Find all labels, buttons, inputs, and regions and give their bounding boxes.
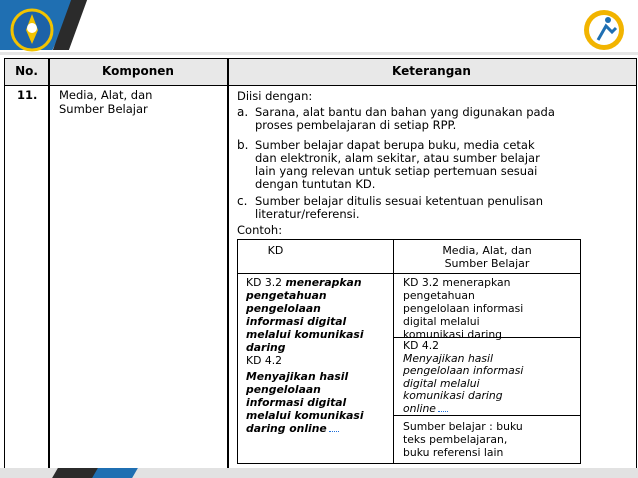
- example-header-divider: [238, 273, 580, 274]
- media-kd42-text: pengelolaan informasi: [403, 364, 524, 377]
- media-kd32-text: pengelolaan informasi: [403, 302, 524, 315]
- kd42-text: pengelolaan: [246, 383, 321, 396]
- header-divider: [0, 52, 638, 55]
- header-keterangan: Keterangan: [392, 64, 471, 78]
- media-kd42-text: Menyajikan hasil: [403, 351, 494, 365]
- media-kd42-text: komunikasi daring: [403, 389, 503, 402]
- komponen-table: [4, 58, 637, 470]
- slide-header: [0, 0, 638, 58]
- list-marker: a.: [237, 105, 249, 119]
- komponen-line-2: Sumber Belajar: [59, 102, 148, 116]
- kd32-prefix: KD 3.2: [246, 276, 282, 289]
- media-kd32-text: KD 3.2 menerapkan: [403, 276, 511, 289]
- media-kd42-label: KD 4.2: [403, 339, 439, 352]
- header-komponen: Komponen: [102, 64, 174, 78]
- spellcheck-underline: [438, 407, 448, 412]
- example-table: [237, 239, 581, 464]
- example-left-cell: [246, 276, 391, 435]
- footer-blue-accent: [92, 468, 138, 478]
- example-header-kd: KD: [267, 244, 284, 257]
- list-item-a: [237, 106, 627, 134]
- example-header-media-2: Sumber Belajar: [444, 257, 530, 270]
- list-marker: c.: [237, 194, 248, 208]
- column-divider: [227, 59, 229, 469]
- column-divider: [48, 59, 50, 469]
- kd32-text: informasi digital: [246, 315, 347, 328]
- kd32-text: menerapkan: [285, 276, 362, 289]
- kd42-text: daring online: [246, 422, 327, 435]
- sumber-text: Sumber belajar : buku: [403, 420, 523, 433]
- item-line: dan elektronik, alam sekitar, atau sumber belajar: [255, 151, 540, 165]
- example-row-divider: [393, 415, 580, 416]
- list-item-b: [237, 139, 627, 193]
- kd42-text: melalui komunikasi: [246, 409, 364, 422]
- kd42-text: Menyajikan hasil: [246, 370, 349, 383]
- media-kd32-text: digital melalui: [403, 315, 480, 328]
- row-number: 11.: [17, 88, 38, 102]
- example-right-cell-kd42: [403, 340, 578, 415]
- kd42-text: informasi digital: [246, 396, 347, 409]
- kd42-label: KD 4.2: [246, 354, 282, 367]
- media-kd42-text: digital melalui: [403, 376, 480, 390]
- kd32-text: pengetahuan: [246, 289, 327, 302]
- header-no: No.: [15, 64, 38, 78]
- item-line: Sumber belajar ditulis sesuai ketentuan penulisan: [255, 194, 544, 208]
- example-right-cell-kd32: [403, 276, 578, 341]
- sumber-text: teks pembelajaran,: [403, 433, 508, 446]
- media-kd42-text: online: [403, 401, 436, 415]
- item-line: proses pembelajaran di setiap RPP.: [255, 118, 457, 132]
- sumber-text: buku referensi lain: [403, 446, 504, 459]
- item-line: literatur/referensi.: [255, 207, 360, 221]
- intro-text: Diisi dengan:: [237, 89, 313, 103]
- example-header-media-1: Media, Alat, dan: [442, 244, 532, 257]
- list-marker: b.: [237, 138, 249, 152]
- spellcheck-underline: [329, 427, 339, 432]
- kd32-text: daring: [246, 341, 286, 354]
- contoh-label: Contoh:: [237, 223, 283, 237]
- kd32-text: melalui komunikasi: [246, 328, 364, 341]
- example-right-cell-sumber: [403, 420, 578, 459]
- media-kd32-text: pengetahuan: [403, 289, 475, 302]
- item-line: lain yang relevan untuk setiap pertemuan sesuai: [255, 164, 538, 178]
- kd32-text: pengelolaan: [246, 302, 321, 315]
- media-kd32-text: komunikasi daring: [403, 328, 503, 341]
- item-line: Sarana, alat bantu dan bahan yang digunakan pada: [255, 105, 555, 119]
- item-line: Sumber belajar dapat berupa buku, media cetak: [255, 138, 535, 152]
- item-line: dengan tuntutan KD.: [255, 177, 376, 191]
- merdeka-belajar-logo-icon: [580, 6, 628, 54]
- list-item-c: [237, 195, 627, 223]
- komponen-line-1: Media, Alat, dan: [59, 88, 153, 102]
- tut-wuri-handayani-logo-icon: [8, 6, 56, 54]
